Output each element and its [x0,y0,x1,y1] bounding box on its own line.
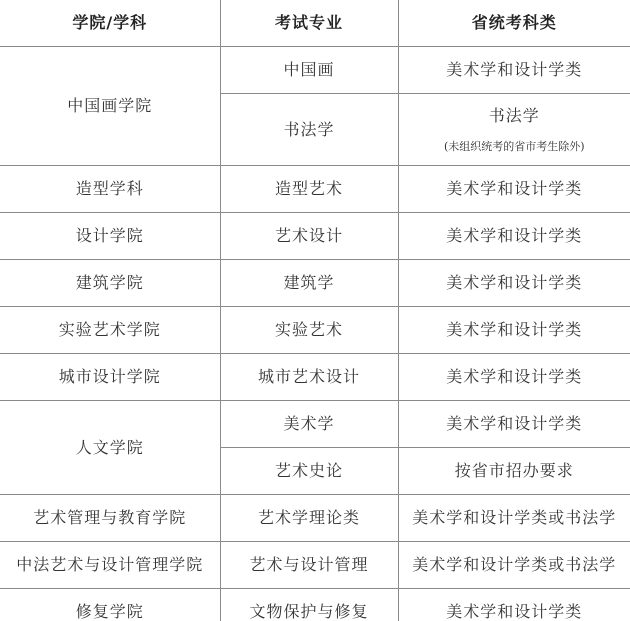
college-cell: 修复学院 [0,589,220,621]
major-cell: 艺术设计 [220,213,398,260]
category-note: (未组织统考的省市考生除外) [443,139,585,153]
table-row [0,354,630,401]
table-row [0,47,630,94]
category-cell: 美术学和设计学类 [398,589,630,621]
college-cell: 实验艺术学院 [0,307,220,354]
table-row [0,495,630,542]
major-cell: 书法学 [220,94,398,166]
major-cell: 中国画 [220,47,398,94]
table-row [0,589,630,621]
table-row [0,542,630,589]
college-cell: 人文学院 [0,401,220,495]
category-text: 书法学 [488,106,540,126]
table-header-row [0,0,630,47]
major-cell: 艺术史论 [220,448,398,495]
category-cell: 按省市招办要求 [398,448,630,495]
header-major: 考试专业 [220,0,398,47]
major-cell: 建筑学 [220,260,398,307]
table-row [0,307,630,354]
category-cell [398,94,630,166]
college-cell: 造型学科 [0,166,220,213]
category-cell: 美术学和设计学类 [398,354,630,401]
college-cell: 城市设计学院 [0,354,220,401]
table-row [0,166,630,213]
category-cell: 美术学和设计学类 [398,166,630,213]
table-row [0,213,630,260]
college-cell: 建筑学院 [0,260,220,307]
category-cell: 美术学和设计学类 [398,213,630,260]
category-cell: 美术学和设计学类 [398,47,630,94]
category-cell: 美术学和设计学类或书法学 [398,495,630,542]
major-cell: 造型艺术 [220,166,398,213]
college-cell: 艺术管理与教育学院 [0,495,220,542]
major-cell: 实验艺术 [220,307,398,354]
major-cell: 艺术与设计管理 [220,542,398,589]
college-cell: 中法艺术与设计管理学院 [0,542,220,589]
header-category: 省统考科类 [398,0,630,47]
table-row [0,401,630,448]
category-cell: 美术学和设计学类 [398,307,630,354]
major-cell: 城市艺术设计 [220,354,398,401]
major-cell: 美术学 [220,401,398,448]
major-cell: 艺术学理论类 [220,495,398,542]
college-cell: 设计学院 [0,213,220,260]
category-cell: 美术学和设计学类或书法学 [398,542,630,589]
category-cell: 美术学和设计学类 [398,401,630,448]
header-college: 学院/学科 [0,0,220,47]
major-cell: 文物保护与修复 [220,589,398,621]
table-row [0,260,630,307]
category-cell: 美术学和设计学类 [398,260,630,307]
college-cell: 中国画学院 [0,47,220,166]
